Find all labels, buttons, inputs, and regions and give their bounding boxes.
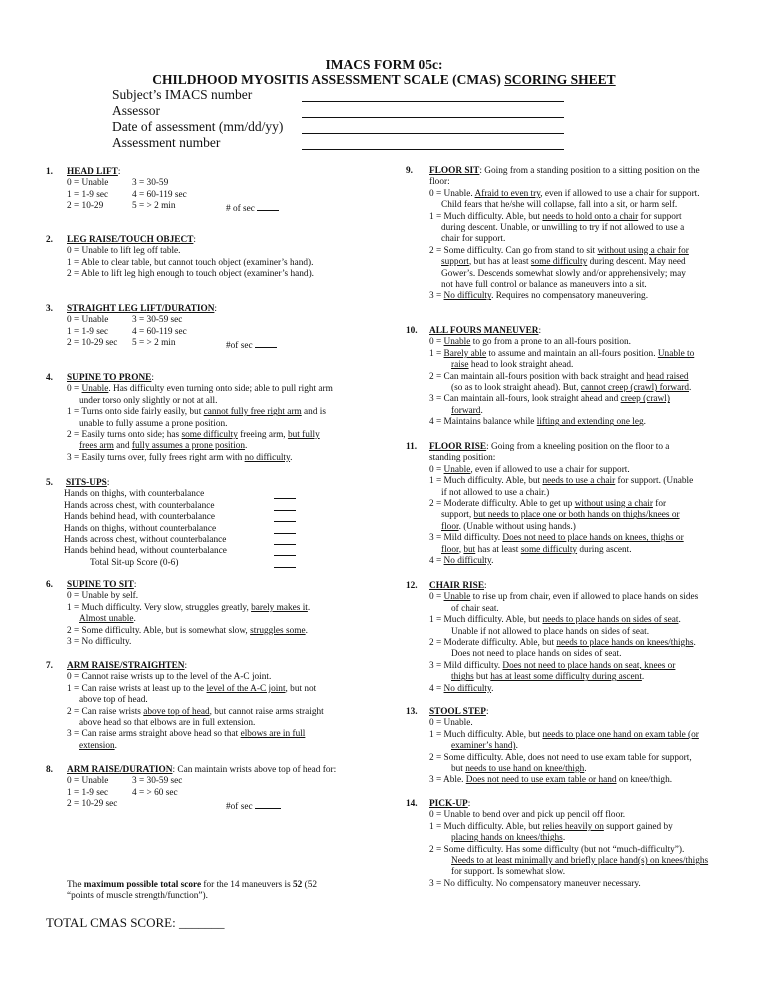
total-cmas-score[interactable]: TOTAL CMAS SCORE: _______ — [46, 915, 225, 930]
section-supine-to-sit: SUPINE TO SIT: 0 = Unable by self. 1 = Much difficulty. Very slow, struggles greatly, barely makes it. Almost unable. 2 = Some difficulty. Able, but is somewhat slow, struggles some. 3 = No difficulty. — [67, 580, 311, 648]
situp-field[interactable] — [274, 501, 296, 511]
section-straight-leg-lift: STRAIGHT LEG LIFT/DURATION: 0 = Unable 1 = 1-9 sec 2 = 10-29 sec 3 = 30-59 sec 4 = 60-119 sec 5 = > 2 min #of sec — [67, 304, 397, 353]
item-number: 8. — [46, 765, 53, 775]
item-number: 9. — [406, 166, 413, 176]
max-score-note: The maximum possible total score for the 14 maneuvers is 52 (52 “points of muscle strength/function”). — [67, 880, 318, 902]
item-number: 3. — [46, 304, 53, 314]
situp-field[interactable] — [274, 489, 296, 499]
item-number: 12. — [406, 581, 418, 591]
section-floor-sit: FLOOR SIT: Going from a standing position to a sitting position on the floor: 0 = Unable. Afraid to even try, even if allowed to use a chair for support. Child fears that he/she will collapse, fall into a sit, or harm self. 1 = Much difficulty. Able, but needs to hold onto a chair for support during descent. Unable, or unwilling to try if not allowed to use a chair for support. 2 = Some difficulty. Can go from stand to sit without using a chair for support, but has at least some difficulty during descent. May need Gower’s. Descends somewhat slowly and/or apprehensively; may not have full control or balance as maneuvers into a sit. 3 = No difficulty. Requires no compensatory maneuvering. — [429, 166, 700, 302]
item-number: 6. — [46, 580, 53, 590]
form-title: CHILDHOOD MYOSITIS ASSESSMENT SCALE (CMAS) SCORING SHEET — [152, 72, 616, 87]
section-arm-raise-straighten: ARM RAISE/STRAIGHTEN: 0 = Cannot raise wrists up to the level of the A-C joint. 1 = Can raise wrists at least up to the level of the A-C joint, but not above top of head. 2 = Can raise wrists above top of head, but cannot raise arms straight above head so that elbows are in full extension. 3 = Can raise arms straight above head so that elbows are in full extension. — [67, 661, 324, 751]
item-number: 14. — [406, 799, 418, 809]
field-assessor: Assessor — [112, 103, 161, 118]
section-supine-to-prone: SUPINE TO PRONE: 0 = Unable. Has difficulty even turning onto side; able to pull right arm under torso only slightly or not at all. 1 = Turns onto side fairly easily, but cannot fully free right arm and is unable to fully assume a prone position. 2 = Easily turns onto side; has some difficulty freeing arm, but fully frees arm and fully assumes a prone position. 3 = Easily turns over, fully frees right arm with no difficulty. — [67, 373, 333, 463]
situp-total-field[interactable] — [274, 558, 296, 568]
form-number: IMACS FORM 05c: — [325, 57, 443, 72]
situp-field[interactable] — [274, 512, 296, 522]
assessor-line[interactable] — [302, 105, 564, 118]
date-line[interactable] — [302, 121, 564, 134]
item-number: 10. — [406, 326, 418, 336]
item-number: 5. — [46, 478, 53, 488]
leg-lift-seconds-field[interactable] — [255, 338, 277, 348]
field-assessment-number: Assessment number — [112, 135, 221, 150]
field-subject-number: Subject’s IMACS number — [112, 87, 253, 102]
arm-raise-seconds-field[interactable] — [255, 799, 281, 809]
assessment-number-line[interactable] — [302, 137, 564, 150]
item-number: 13. — [406, 707, 418, 717]
section-sit-ups: SITS-UPS: Hands on thighs, with counterbalance Hands across chest, with counterbalance Hands behind head, with counterbalance Hands on thighs, without counterbalance Hands across chest, without counterbalance Hands behind head, without counterbalance Total Sit-up Score (0-6) — [64, 478, 394, 569]
item-number: 4. — [46, 373, 53, 383]
situp-field[interactable] — [274, 535, 296, 545]
item-number: 1. — [46, 167, 53, 177]
section-pick-up: PICK-UP: 0 = Unable to bend over and pick up pencil off floor. 1 = Much difficulty. Able, but relies heavily on support gained by placing hands on knees/thighs. 2 = Some difficulty. Has some difficulty (but not “much-difficulty”). Needs to at least minimally and briefly place hand(s) on knees/thighs for support. Is somewhat slow. 3 = No difficulty. No compensatory maneuver necessary. — [429, 799, 709, 889]
section-leg-raise: LEG RAISE/TOUCH OBJECT: 0 = Unable to lift leg off table. 1 = Able to clear table, but cannot touch object (examiner’s hand). 2 = Able to lift leg high enough to touch object (examiner’s hand). — [67, 235, 314, 280]
item-number: 11. — [406, 442, 418, 452]
situp-field[interactable] — [274, 524, 296, 534]
subject-number-line[interactable] — [302, 89, 564, 102]
field-date: Date of assessment (mm/dd/yy) — [112, 119, 284, 134]
situp-field[interactable] — [274, 546, 296, 556]
section-floor-rise: FLOOR RISE: Going from a kneeling position on the floor to a standing position: 0 = Unable, even if allowed to use a chair for support. 1 = Much difficulty. Able, but needs to use a chair for support. (Unable if not allowed to use a chair.) 2 = Moderate difficulty. Able to get up without using a chair for support, but needs to place one or both hands on thighs/knees or floor. (Unable without using hands.) 3 = Mild difficulty. Does not need to place hands on knees, thighs or floor, but has at least some difficulty during ascent. 4 = No difficulty. — [429, 442, 694, 567]
section-all-fours: ALL FOURS MANEUVER: 0 = Unable to go from a prone to an all-fours position. 1 = Barely able to assume and maintain an all-fours position. Unable to raise head to look straight ahead. 2 = Can maintain all-fours position with back straight and head raised (so as to look straight ahead). But, cannot creep (crawl) forward. 3 = Can maintain all-fours, look straight ahead and creep (crawl) forward. 4 = Maintains balance while lifting and extending one leg. — [429, 326, 695, 428]
item-number: 7. — [46, 661, 53, 671]
section-head-lift: HEAD LIFT: 0 = Unable 1 = 1-9 sec 2 = 10-29 3 = 30-59 4 = 60-119 sec 5 = > 2 min # of sec — [67, 167, 397, 216]
section-chair-rise: CHAIR RISE: 0 = Unable to rise up from chair, even if allowed to place hands on sides of chair seat. 1 = Much difficulty. Able, but needs to place hands on sides of seat. Unable if not allowed to place hands on sides of seat. 2 = Moderate difficulty. Able, but needs to place hands on knees/thighs. Does not need to place hands on sides of seat. 3 = Mild difficulty. Does not need to place hands on seat, knees or thighs but has at least some difficulty during ascent. 4 = No difficulty. — [429, 581, 699, 694]
item-number: 2. — [46, 235, 53, 245]
section-arm-raise-duration: ARM RAISE/DURATION: Can maintain wrists above top of head for: 0 = Unable 1 = 1-9 sec 2 = 10-29 sec 3 = 30-59 sec 4 = > 60 sec #of sec — [67, 765, 337, 813]
head-lift-seconds-field[interactable] — [257, 201, 279, 211]
section-stool-step: STOOL STEP: 0 = Unable. 1 = Much difficulty. Able, but needs to place one hand on exam table (or examiner’s hand). 2 = Some difficulty. Able, does not need to use exam table for support, but needs to use hand on knee/thigh. 3 = Able. Does not need to use exam table or hand on knee/thigh. — [429, 707, 699, 786]
